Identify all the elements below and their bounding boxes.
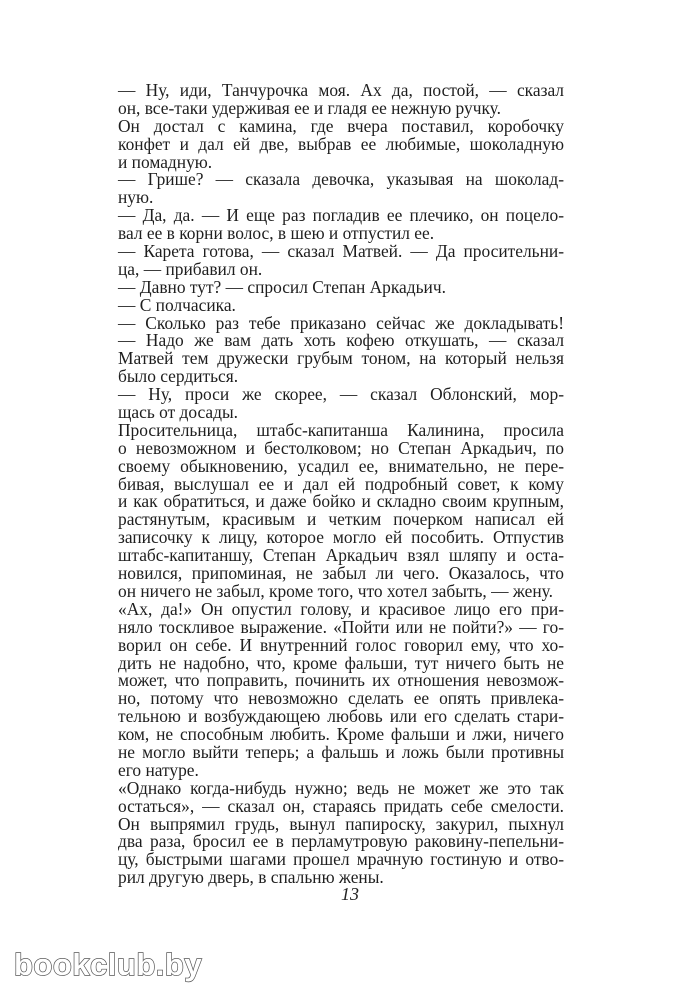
text-line: цу, быстрыми шагами прошел мрачную гостиную и отво- xyxy=(118,849,564,870)
text-line: его натуре. xyxy=(118,759,199,780)
text-line: Он достал с камина, где вчера поставил, коробочку xyxy=(118,115,564,136)
text-line: — Карета готова, — сказал Матвей. — Да просительни- xyxy=(118,241,564,262)
text-line: тельною и возбуждающею любовь или его сделать стари- xyxy=(118,706,564,727)
text-line: — Надо же вам дать хоть кофею откушать, — сказал xyxy=(118,330,564,351)
text-line: — Сколько раз тебе приказано сейчас же докладывать! xyxy=(118,312,564,333)
text-line: бивая, выслушал ее и дал ей подробный совет, к кому xyxy=(118,473,564,494)
text-line: рил другую дверь, в спальню жены. xyxy=(118,867,384,888)
text-line: — Да, да. — И еще раз погладив ее плечико, он поцело- xyxy=(118,205,564,226)
text-line: ную. xyxy=(118,187,154,208)
text-line: и помадную. xyxy=(118,151,213,172)
page-number: 13 xyxy=(341,884,359,904)
text-line: ворил он себе. И внутренний голос говорил ему, что хо- xyxy=(118,634,564,655)
text-line: «Ах, да!» Он опустил голову, и красивое лицо его при- xyxy=(118,598,564,619)
text-line: — Ну, проси же скорее, — сказал Облонский, мор- xyxy=(118,384,564,405)
text-line: но, потому что невозможно сделать ее опять привлека- xyxy=(118,688,564,709)
text-line: остаться», — сказал он, стараясь придать себе смелости. xyxy=(118,795,564,816)
text-line: он, все-таки удерживая ее и гладя ее нежную ручку. xyxy=(118,97,501,118)
text-line: новился, припоминая, не забыл ли чего. Оказалось, что xyxy=(118,563,564,584)
text-line: — Грише? — сказала девочка, указывая на шоколад- xyxy=(118,169,564,190)
text-line: он ничего не забыл, кроме того, что хотел забыть, — жену. xyxy=(118,580,553,601)
text-line: штабс-капитаншу, Степан Аркадьич взял шляпу и оста- xyxy=(118,545,564,566)
text-line: Просительница, штабс-капитанша Калинина, просила xyxy=(118,419,564,440)
text-line: конфет и дал ей две, выбрав ее любимые, шоколадную xyxy=(118,133,564,154)
text-line: и как обратиться, и даже бойко и складно своим крупным, xyxy=(118,491,564,512)
text-line: «Однако когда-нибудь нужно; ведь не может же это так xyxy=(118,777,564,798)
text-line: ца, — прибавил он. xyxy=(118,258,263,279)
text-line: — Давно тут? — спросил Степан Аркадьич. xyxy=(118,276,446,297)
text-line: Матвей тем дружески грубым тоном, на который нельзя xyxy=(118,348,564,369)
text-line: — С полчасика. xyxy=(118,294,236,315)
text-line: своему обыкновению, усадил ее, внимательно, не пере- xyxy=(118,455,564,476)
text-line: няло тоскливое выражение. «Пойти или не пойти?» — го- xyxy=(118,616,564,637)
text-line: растянутым, красивым и четким почерком написал ей xyxy=(118,509,564,530)
text-line: щась от досады. xyxy=(118,402,239,423)
text-line: — Ну, иди, Танчурочка моя. Ах да, постой, — сказал xyxy=(118,80,564,100)
text-line: Он выпрямил грудь, вынул папироску, закурил, пыхнул xyxy=(118,813,564,834)
text-line: записочку к лицу, которое могло ей пособить. Отпустив xyxy=(118,527,564,548)
text-line: о невозможном и бестолковом; но Степан Аркадьич, по xyxy=(118,437,564,458)
watermark-logo: bookclub.by xyxy=(14,947,203,982)
text-line: вал ее в корни волос, в шею и отпустил ее. xyxy=(118,223,435,244)
text-line: два раза, бросил ее в перламутровую раковину-пепельни- xyxy=(118,831,564,852)
text-line: не могло выйти теперь; а фальшь и ложь были противны xyxy=(118,741,564,762)
page-text xyxy=(118,82,564,887)
text-line: может, что поправить, починить их отношения невозмож- xyxy=(118,670,564,691)
text-line: было сердиться. xyxy=(118,366,239,387)
text-line: дить не надобно, что, кроме фальши, тут ничего быть не xyxy=(118,652,564,673)
text-line: ком, не способным любить. Кроме фальши и лжи, ничего xyxy=(118,724,564,745)
